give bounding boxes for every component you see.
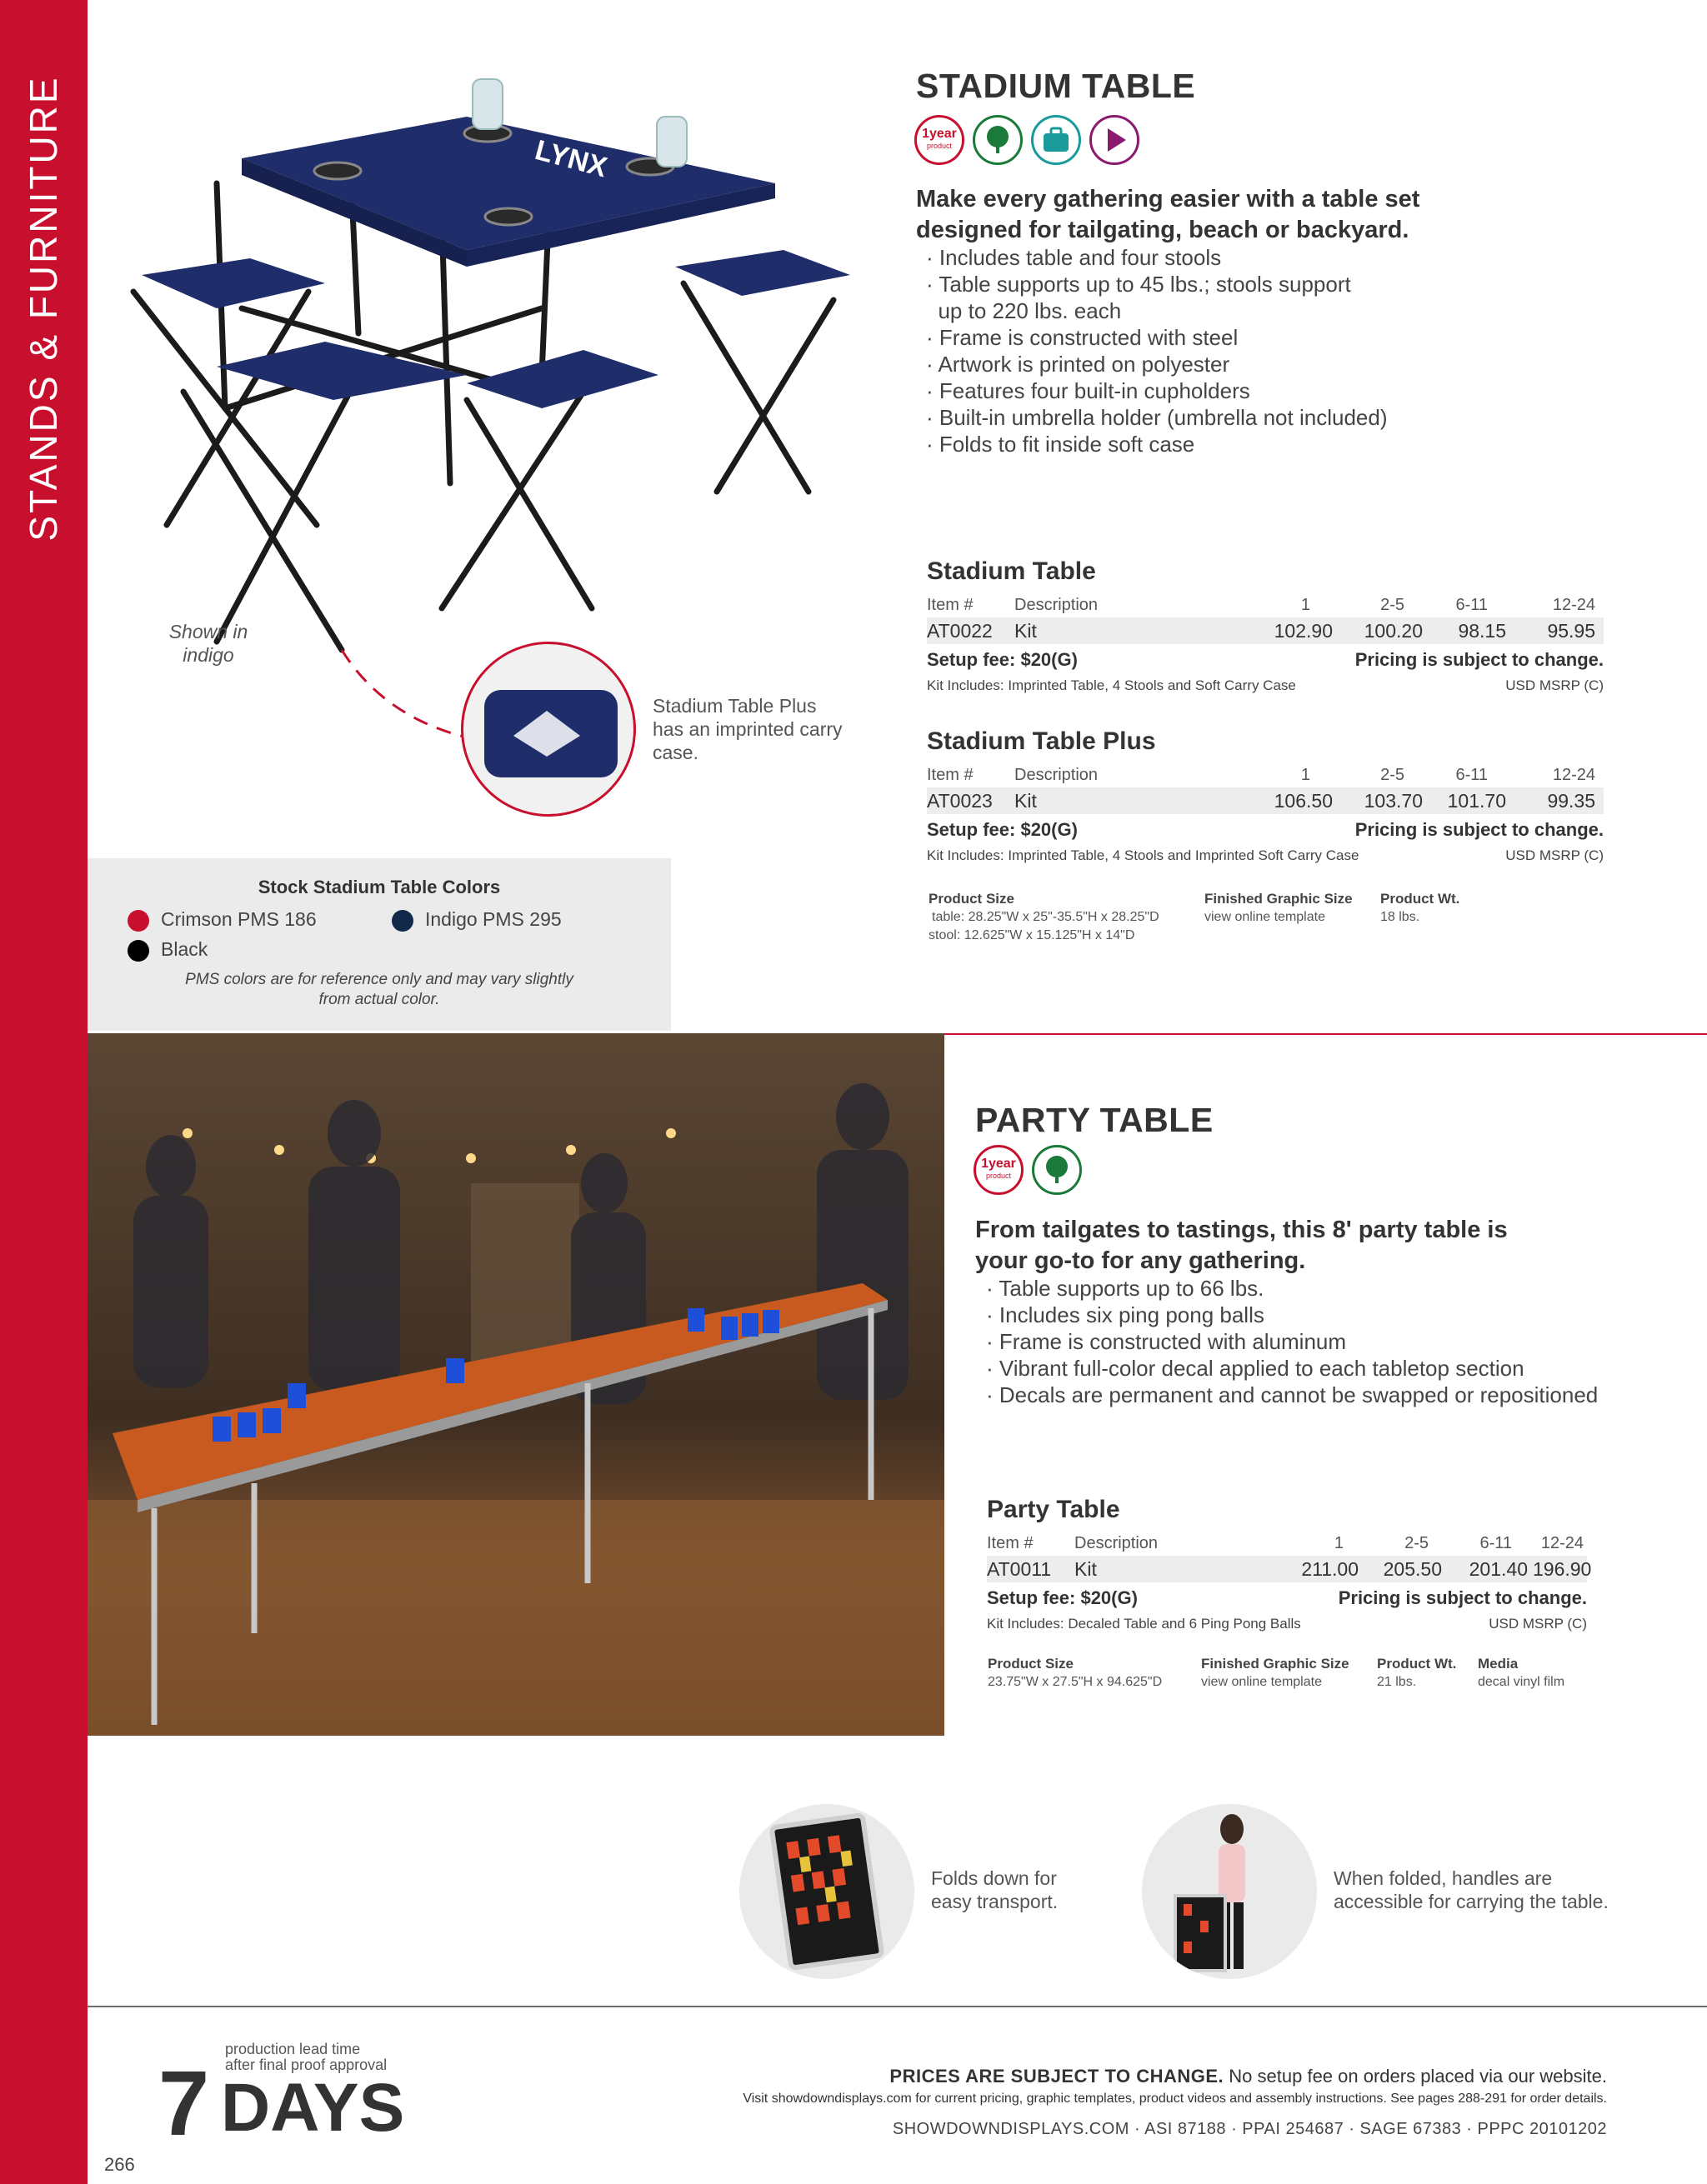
bullet-item: · Built-in umbrella holder (umbrella not included) [926,405,1388,430]
swatch-dot [392,910,413,932]
bullet-item: · Includes six ping pong balls [986,1302,1264,1327]
bullet-item: · Artwork is printed on polyester [926,352,1230,377]
party-bullets [986,1275,1636,1408]
price-header-row: Item # Description 1 2-5 6-11 12-24 [987,1533,1584,1552]
section-divider [944,1033,1707,1035]
bullet-item: · Table supports up to 45 lbs.; stools support [926,272,1351,297]
price-header-row: Item # Description 1 2-5 6-11 12-24 [927,765,1595,784]
kit-includes-row: Kit Includes: Imprinted Table, 4 Stools and Imprinted Soft Carry Case USD MSRP (C) [927,847,1604,863]
bullet-item: · Frame is constructed with aluminum [986,1329,1347,1354]
party-title: PARTY TABLE [975,1101,1214,1139]
bullet-item: up to 220 lbs. each [926,298,1122,323]
stadium-title: STADIUM TABLE [916,67,1196,105]
folded-table-circle [739,1804,914,1979]
kit-includes-row: Kit Includes: Decaled Table and 6 Ping Pong Balls USD MSRP (C) [987,1616,1587,1632]
lead-time-note: production lead time after final proof approval [225,2041,388,2073]
price-row: AT0023 Kit 106.50 103.70 101.70 99.35 [927,787,1604,814]
bullet-item: · Frame is constructed with steel [926,325,1239,350]
color-swatch-black: Black [128,938,208,962]
footer-divider [88,2006,1707,2007]
case-caption: Stadium Table Plus has an imprinted carry case. [653,695,843,763]
bullet-item: · Folds to fit inside soft case [926,432,1195,457]
setup-fee-row: Setup fee: $20(G) Pricing is subject to change. [927,819,1604,840]
table-logo: LYNX [531,134,611,184]
party-feature-icons [974,1145,1082,1195]
setup-fee-row: Setup fee: $20(G) Pricing is subject to change. [987,1587,1587,1608]
product-name: Stadium Table Plus [927,727,1156,755]
section-label: STANDS & FURNITURE [22,75,65,542]
carry-table-circle [1142,1804,1317,1979]
party-specs: Product Size Finished Graphic Size Product Wt. Media 23.75"W x 27.5"H x 94.625"D view online template 21 lbs. decal vinyl film [988,1656,1565,1689]
stadium-table-plus-pricing [927,727,1604,864]
stadium-bullets [926,244,1509,457]
video-play-icon[interactable] [1089,115,1139,165]
tree-icon [973,115,1023,165]
company-ids: SHOWDOWNDISPLAYS.COM · ASI 87188 · PPAI 254687 · SAGE 67383 · PPPC 20101202 [892,2120,1607,2138]
days-number: 7 [158,2052,208,2155]
swatch-dot [128,910,149,932]
product-name: Party Table [987,1496,1120,1523]
stadium-lead: Make every gathering easier with a table set designed for tailgating, beach or backyard. [916,186,1420,243]
person-carrying-image [1142,1804,1317,1979]
stadium-table-pricing [927,557,1604,694]
carry-case-circle [461,642,636,817]
product-name: Stadium Table [927,557,1096,585]
swatch-dot [128,940,149,962]
bullet-item: · Includes table and four stools [926,245,1222,270]
colors-title: Stock Stadium Table Colors [258,877,501,897]
price-header-row: Item # Description 1 2-5 6-11 12-24 [927,595,1595,614]
bullet-item: · Table supports up to 66 lbs. [986,1276,1264,1301]
color-swatch-indigo: Indigo PMS 295 [392,908,562,932]
days-word: DAYS [221,2070,405,2146]
shown-in-caption: Shown in indigo [168,621,248,666]
warranty-1year-icon: 1year product [914,115,964,165]
party-lead: From tailgates to tastings, this 8' party table is your go-to for any gathering. [975,1217,1508,1274]
bullet-item: · Features four built-in cupholders [926,378,1250,403]
visit-note: Visit showdowndisplays.com for current pricing, graphic templates, product videos and assembly instructions. See pages 288-291 for order details. [743,2092,1607,2106]
price-row: AT0011 Kit 211.00 205.50 201.40 196.90 [987,1556,1587,1582]
stadium-table-photo [117,58,892,658]
pms-note: PMS colors are for reference only and may vary slightly from actual color. [185,971,573,1008]
page-number: 266 [104,2154,135,2175]
tree-icon [1032,1145,1082,1195]
party-table-photo [88,1033,944,1736]
bullet-item: · Decals are permanent and cannot be swapped or repositioned [986,1382,1599,1407]
price-row: AT0022 Kit 102.90 100.20 98.15 95.95 [927,617,1604,644]
prices-note: PRICES ARE SUBJECT TO CHANGE. No setup fee on orders placed via our website. [889,2066,1607,2087]
setup-fee-row: Setup fee: $20(G) Pricing is subject to change. [927,649,1604,670]
stadium-feature-icons [914,115,1139,165]
stock-colors-panel [88,858,671,1031]
stadium-specs: Product Size Finished Graphic Size Product Wt. table: 28.25"W x 25"-35.5"H x 28.25"D view online template 18 lbs. stool: 12.625"W x 15.125"H x 14"D [929,891,1460,942]
party-table-pricing [987,1496,1592,1632]
handles-caption: When folded, handles are accessible for carrying the table. [1334,1867,1609,1912]
kit-includes-row: Kit Includes: Imprinted Table, 4 Stools and Soft Carry Case USD MSRP (C) [927,677,1604,693]
warranty-1year-icon: 1year product [974,1145,1024,1195]
folded-table-image [739,1804,914,1979]
fold-caption: Folds down for easy transport. [931,1867,1059,1912]
color-swatch-crimson: Crimson PMS 186 [128,908,317,932]
carry-case-icon [1031,115,1081,165]
bullet-item: · Vibrant full-color decal applied to each tabletop section [986,1356,1524,1381]
party-scene [88,1033,944,1736]
carry-case-image [463,644,636,817]
